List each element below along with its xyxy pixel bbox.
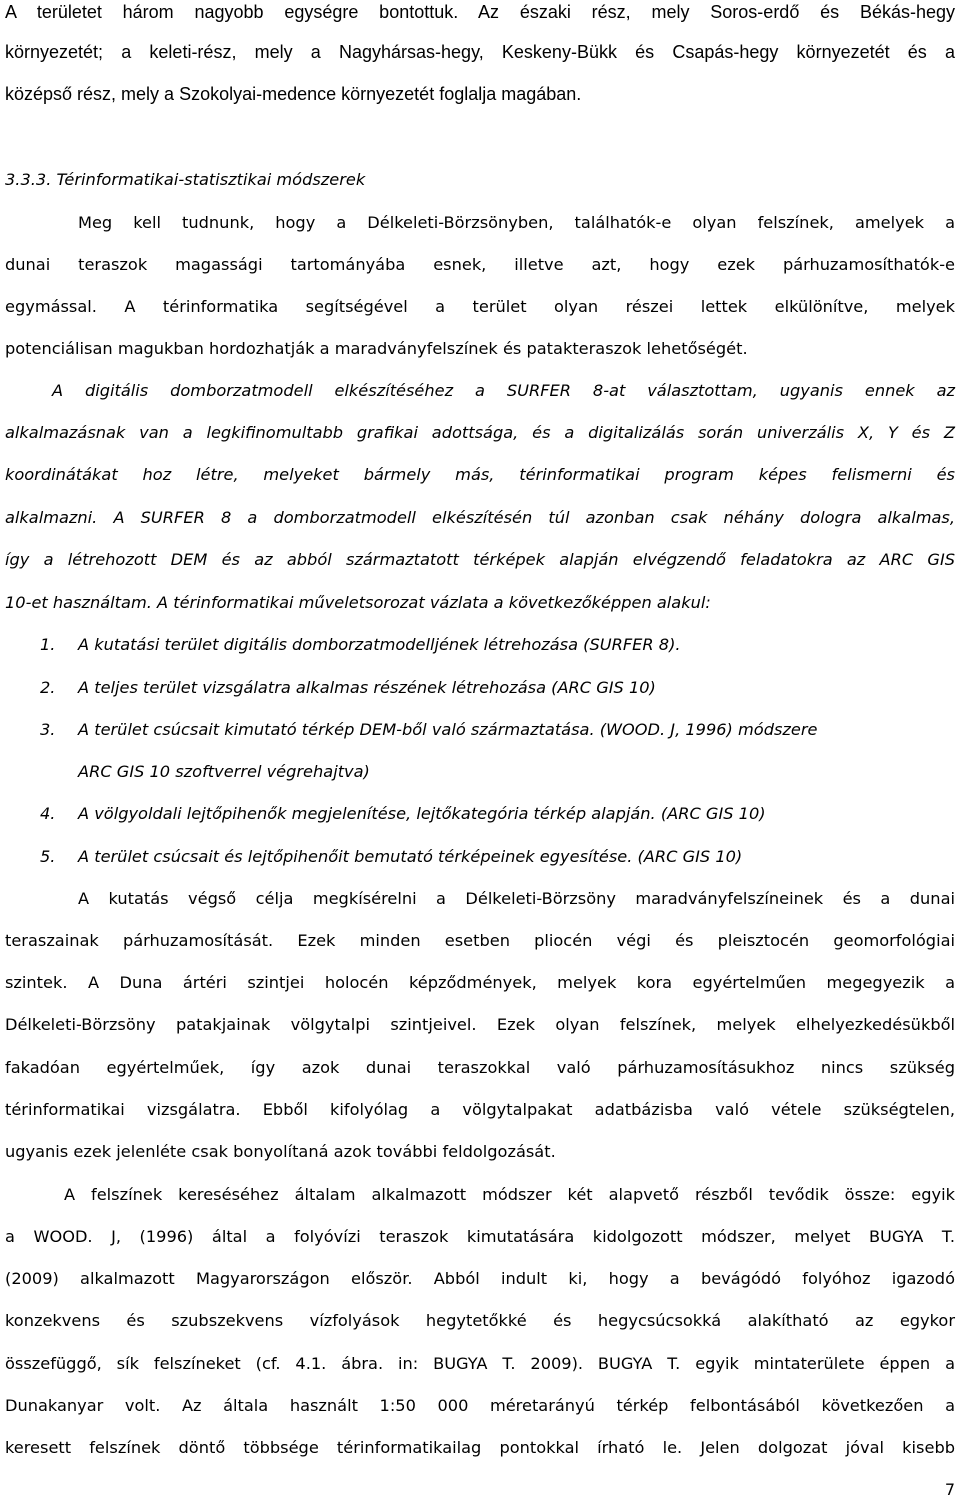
para4-line-6: Dunakanyar volt. Az általa használt 1:50 000 méretarányú térkép felbontásából következően a [5, 1396, 955, 1415]
step-text: A völgyoldali lejtőpihenők megjelenítése, lejtőkategória térkép alapján. (ARC GIS 10) [78, 804, 766, 823]
para4-line-2: a WOOD. J, (1996) által a folyóvízi teraszok kimutatására kidolgozott módszer, melyet BUGYA T. [5, 1227, 955, 1246]
para3-line-2: teraszainak párhuzamosítását. Ezek minden esetben pliocén végi és pleisztocén geomorfológiai [5, 931, 955, 950]
para2-line-4: alkalmazni. A SURFER 8 a domborzatmodell elkészítésén túl azonban csak néhány dologra alkalmas, [5, 508, 955, 527]
para4-line-7: keresett felszínek döntő többsége térinformatikailag pontokkal írható le. Jelen dolgozat jóval kisebb [5, 1438, 955, 1457]
para3-line-5: fakadóan egyértelműek, így azok dunai teraszokkal való párhuzamosításukhoz nincs szükség [5, 1058, 955, 1077]
step-text: A terület csúcsait kimutató térkép DEM-ből való származtatása. (WOOD. J, 1996) módszere [78, 720, 818, 739]
step-number: 2. [40, 678, 56, 697]
step-text: A teljes terület vizsgálatra alkalmas részének létrehozása (ARC GIS 10) [78, 678, 656, 697]
para3-line-3: szintek. A Duna ártéri szintjei holocén képződmények, melyek kora egyértelműen megegyezik a [5, 973, 955, 992]
para3-line-6: térinformatikai vizsgálatra. Ebből kifolyólag a völgytalpakat adatbázisba való vétele szükségtelen, [5, 1100, 955, 1119]
para2-line-1: A digitális domborzatmodell elkészítéséhez a SURFER 8-at választottam, ugyanis ennek az [52, 381, 955, 400]
section-heading: 3.3.3. Térinformatikai-statisztikai módszerek [5, 170, 366, 189]
intro-line-1: A területet három nagyobb egységre bontottuk. Az északi rész, mely Soros-erdő és Békás-hegy [5, 2, 955, 22]
step-text-continued: ARC GIS 10 szoftverrel végrehajtva) [78, 762, 370, 781]
para3-line-4: Délkeleti-Börzsöny patakjainak völgytalpi szintjeivel. Ezek olyan felszínek, melyek elhelyezkedésükből [5, 1015, 955, 1034]
para4-line-5: összefüggő, sík felszíneket (cf. 4.1. ábra. in: BUGYA T. 2009). BUGYA T. egyik mintaterülete éppen a [5, 1354, 955, 1373]
para2-line-6: 10-et használtam. A térinformatikai műveletsorozat vázlata a következőképpen alakul: [5, 593, 711, 612]
para4-line-1: A felszínek kereséséhez általam alkalmazott módszer két alapvető részből tevődik össze: egyik [64, 1185, 955, 1204]
para3-line-1: A kutatás végső célja megkísérelni a Délkeleti-Börzsöny maradványfelszíneinek és a dunai [78, 889, 955, 908]
para1-line-1: Meg kell tudnunk, hogy a Délkeleti-Börzsönyben, találhatók-e olyan felszínek, amelyek a [78, 213, 955, 232]
step-text: A kutatási terület digitális domborzatmodelljének létrehozása (SURFER 8). [78, 635, 681, 654]
para1-line-3: egymással. A térinformatika segítségével a terület olyan részei lettek elkülönítve, melyek [5, 297, 955, 316]
step-text: A terület csúcsait és lejtőpihenőit bemutató térképeinek egyesítése. (ARC GIS 10) [78, 847, 743, 866]
para4-line-3: (2009) alkalmazott Magyarországon először. Abból indult ki, hogy a bevágódó folyóhoz igazodó [5, 1269, 955, 1288]
para3-line-7: ugyanis ezek jelenléte csak bonyolítaná azok további feldolgozását. [5, 1142, 556, 1161]
step-number: 5. [40, 847, 56, 866]
para4-line-4: konzekvens és szubszekvens vízfolyások hegytetőkké és hegycsúcsokká alakítható az egykor [5, 1311, 955, 1330]
para2-line-5: így a létrehozott DEM és az abból származtatott térképek alapján elvégzendő feladatokra az ARC GIS [5, 550, 955, 569]
step-number: 1. [40, 635, 56, 654]
step-number: 4. [40, 804, 56, 823]
intro-line-3: középső rész, mely a Szokolyai-medence környezetét foglalja magában. [5, 84, 582, 104]
para1-line-4: potenciálisan magukban hordozhatják a maradványfelszínek és patakteraszok lehetőségét. [5, 339, 748, 358]
para1-line-2: dunai teraszok magassági tartományába esnek, illetve azt, hogy ezek párhuzamosíthatók-e [5, 255, 955, 274]
step-number: 3. [40, 720, 56, 739]
intro-line-2: környezetét; a keleti-rész, mely a Nagyhársas-hegy, Keskeny-Bükk és Csapás-hegy környezetét és a [5, 42, 955, 62]
para2-line-2: alkalmazásnak van a legkifinomultabb grafikai adottsága, és a digitalizálás során univerzális X, Y és Z [5, 423, 955, 442]
page-number: 7 [944, 1480, 955, 1499]
para2-line-3: koordinátákat hoz létre, melyeket bármely más, térinformatikai program képes felismerni és [5, 465, 955, 484]
